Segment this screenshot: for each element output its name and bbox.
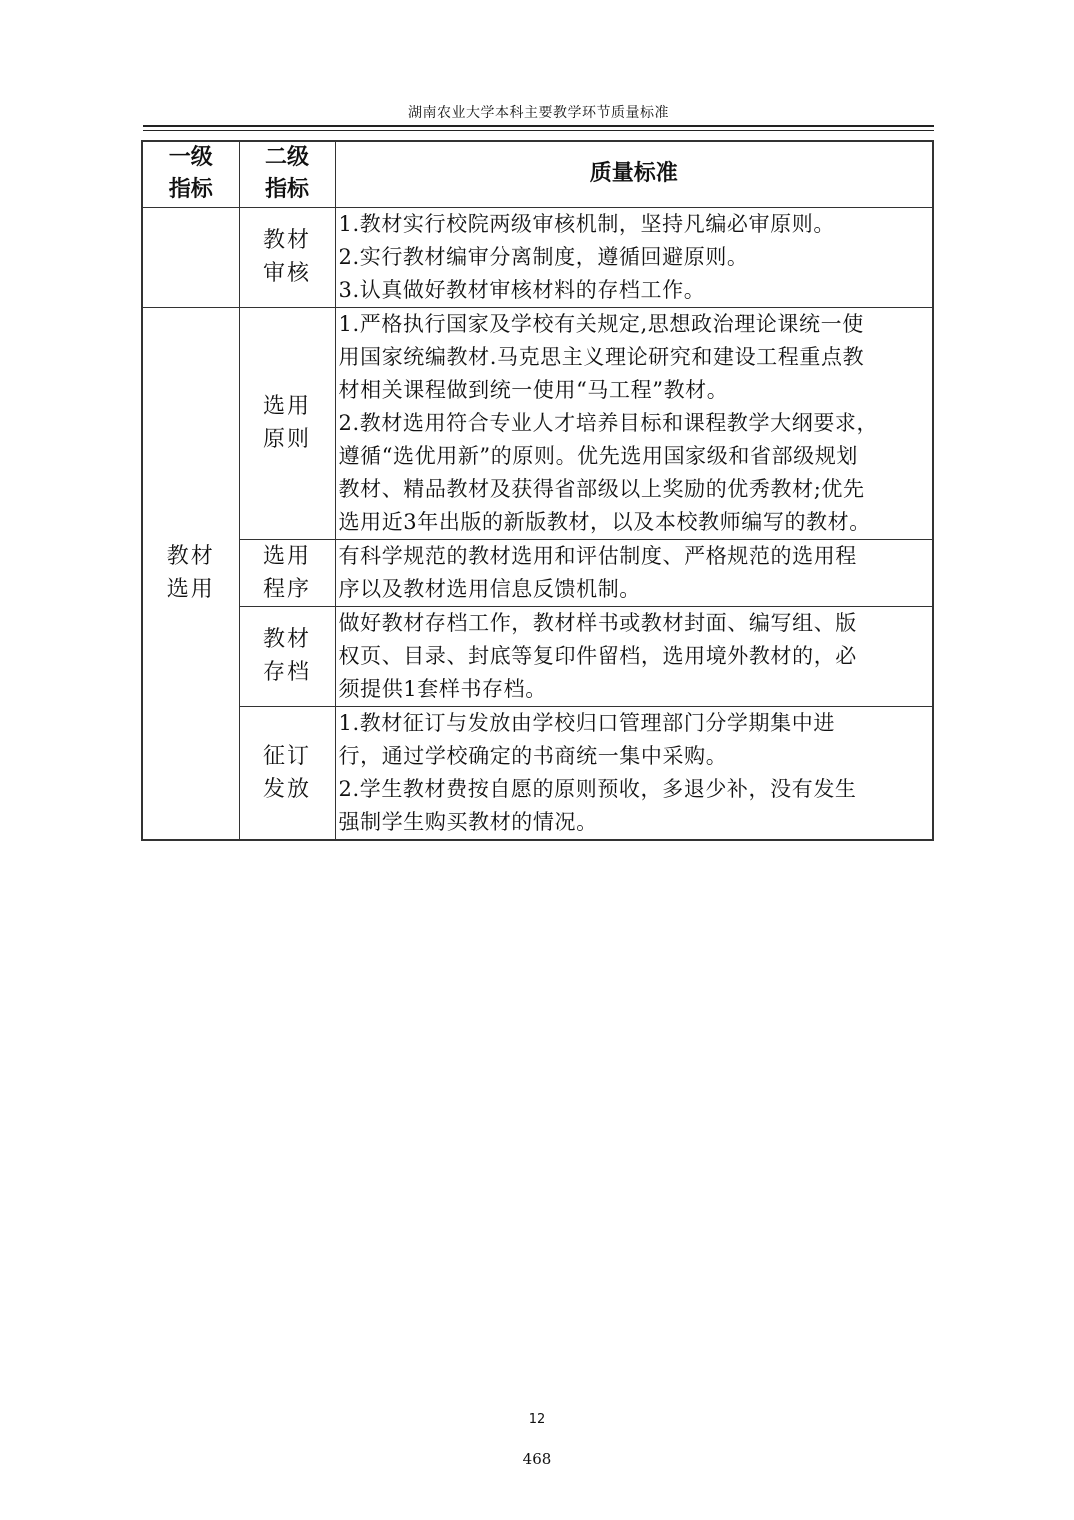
standard-line: 权页、目录、封底等复印件留档，选用境外教材的，必 (338, 643, 857, 668)
level2-line: 教材 (262, 228, 311, 253)
header-rule-thick (143, 125, 934, 127)
standard-cell (335, 207, 933, 307)
table-row (142, 606, 933, 706)
running-header: 湖南农业大学本科主要教学环节质量标准 (408, 105, 669, 121)
header-level1-line: 一级 (168, 145, 213, 171)
standard-line: 选用近3年出版的新版教材，以及本校教师编写的教材。 (338, 509, 871, 534)
standard-line: 行，通过学校确定的书商统一集中采购。 (338, 743, 728, 768)
level2-line: 原则 (262, 427, 311, 452)
level2-line: 选用 (262, 543, 311, 569)
standard-line: 1.严格执行国家及学校有关规定,思想政治理论课统一使 (338, 311, 864, 336)
standard-line: 1.教材实行校院两级审核机制，坚持凡编必审原则。 (338, 211, 835, 236)
level2-cell (239, 307, 335, 539)
level1-cell (142, 307, 239, 840)
level1-line: 选用 (166, 577, 215, 602)
standard-line: 须提供1套样书存档。 (338, 676, 547, 701)
standard-cell (335, 307, 933, 539)
level2-line: 发放 (262, 776, 311, 802)
standard-line: 3.认真做好教材审核材料的存档工作。 (338, 277, 706, 302)
level2-cell (239, 539, 335, 606)
header-level2 (239, 141, 335, 207)
table-row (142, 307, 933, 539)
table-header-row (142, 141, 933, 207)
standard-cell (335, 606, 933, 706)
page-number: 12 (528, 1412, 546, 1427)
level2-cell (239, 207, 335, 307)
header-level1-line: 指标 (168, 177, 213, 203)
standard-line: 做好教材存档工作，教材样书或教材封面、编写组、版 (338, 610, 857, 635)
standard-line: 强制学生购买教材的情况。 (338, 809, 598, 834)
standard-line: 遵循“选优用新”的原则。优先选用国家级和省部级规划 (338, 443, 858, 468)
quality-standards-table (141, 140, 934, 841)
standard-line: 2.学生教材费按自愿的原则预收，多退少补，没有发生 (338, 776, 857, 801)
table-row (142, 207, 933, 307)
standard-line: 材相关课程做到统一使用“马工程”教材。 (338, 377, 729, 402)
level2-cell (239, 706, 335, 840)
level1-cell-empty (142, 207, 239, 307)
header-rule-thin (143, 130, 934, 131)
level2-line: 选用 (262, 394, 311, 419)
book-page-number: 468 (522, 1450, 552, 1468)
standard-cell (335, 706, 933, 840)
level2-line: 程序 (262, 576, 311, 602)
standard-line: 2.实行教材编审分离制度，遵循回避原则。 (338, 244, 749, 269)
table-row (142, 706, 933, 840)
standard-line: 序以及教材选用信息反馈机制。 (338, 576, 641, 601)
header-standard: 质量标准 (335, 141, 933, 207)
level2-line: 存档 (262, 660, 311, 685)
standard-cell (335, 539, 933, 606)
header-level2-line: 指标 (264, 177, 309, 203)
standard-line: 用国家统编教材.马克思主义理论研究和建设工程重点教 (338, 344, 865, 369)
standard-line: 2.教材选用符合专业人才培养目标和课程教学大纲要求， (338, 410, 879, 435)
table-row (142, 539, 933, 606)
level2-cell (239, 606, 335, 706)
standard-line: 1.教材征订与发放由学校归口管理部门分学期集中进 (338, 710, 835, 735)
level2-line: 征订 (262, 743, 311, 769)
header-level2-line: 二级 (264, 145, 309, 171)
level2-line: 教材 (262, 627, 311, 652)
standard-line: 有科学规范的教材选用和评估制度、严格规范的选用程 (338, 543, 857, 568)
level1-line: 教材 (166, 544, 215, 569)
level2-line: 审核 (262, 261, 311, 286)
standard-line: 教材、精品教材及获得省部级以上奖励的优秀教材;优先 (338, 476, 865, 501)
header-level1 (142, 141, 239, 207)
